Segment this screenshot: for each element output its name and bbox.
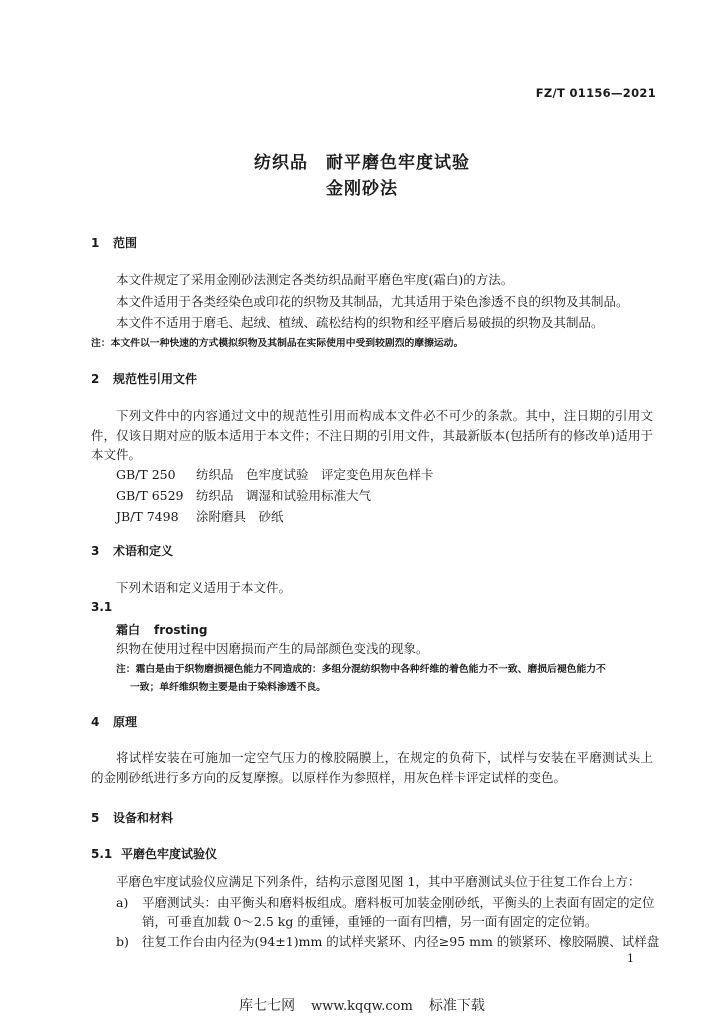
section-number: 2 [91, 372, 100, 386]
subsection-number: 5.1 [91, 847, 113, 861]
section-title: 规范性引用文件 [113, 372, 198, 386]
document-subtitle: 金刚砂法 [326, 179, 398, 199]
list-label: b) [116, 934, 129, 949]
paragraph: 将试样安装在可施加一定空气压力的橡胶隔膜上，在规定的负荷下，试样与安装在平磨测试头上的金刚砂纸进行多方向的反复摩擦。以原样作为参照样，用灰色样卡评定试样的变色。 [91, 750, 653, 785]
reference-code: GB/T 250 [116, 467, 176, 482]
list-text: 平磨测试头：由平衡头和磨料板组成。磨料板可加装金刚砂纸，平衡头的上表面有固定的定位 [142, 895, 655, 910]
note-continued: 一致；单纤维织物主要是由于染料渗透不良。 [130, 682, 326, 693]
reference-name: 纺织品 色牢度试验 评定变色用灰色样卡 [196, 467, 434, 482]
footer-url[interactable]: www.kqqw.com [311, 999, 413, 1014]
section-1-heading [91, 234, 137, 251]
paragraph: 本文件适用于各类经染色或印花的织物及其制品，尤其适用于染色渗透不良的织物及其制品。 [116, 294, 629, 309]
reference-name: 涂附磨具 砂纸 [196, 509, 284, 524]
section-title: 设备和材料 [113, 811, 174, 825]
section-2-heading [91, 370, 197, 387]
section-number: 5 [91, 811, 100, 825]
list-label: a) [116, 895, 129, 910]
subsection-number: 3.1 [91, 600, 113, 614]
document-title: 纺织品 耐平磨色牢度试验 [254, 153, 470, 173]
standard-code: FZ/T 01156—2021 [535, 86, 656, 100]
paragraph: 本文件规定了采用金刚砂法测定各类纺织品耐平磨色牢度(霜白)的方法。 [116, 272, 514, 287]
list-item [116, 932, 659, 952]
section-4-heading [91, 713, 137, 730]
section-number: 1 [91, 236, 100, 250]
term-heading [116, 621, 208, 638]
paragraph: 本文件不适用于磨毛、起绒、植绒、疏松结构的织物和经平磨后易破损的织物及其制品。 [116, 315, 604, 330]
paragraph: 下列术语和定义适用于本文件。 [116, 580, 292, 595]
reference-item [116, 465, 434, 484]
section-3-heading [91, 542, 173, 559]
section-number: 3 [91, 544, 100, 558]
section-title: 术语和定义 [113, 544, 174, 558]
section-number: 4 [91, 715, 100, 729]
subsection-title: 平磨色牢度试验仪 [121, 847, 218, 861]
reference-code: GB/T 6529 [116, 488, 184, 503]
reference-item [116, 486, 371, 505]
section-title: 原理 [113, 715, 138, 729]
section-5-heading [91, 809, 173, 826]
reference-code: JB/T 7498 [116, 509, 179, 524]
page-number: 1 [627, 952, 634, 965]
reference-name: 纺织品 调湿和试验用标准大气 [196, 488, 372, 503]
watermark-footer [0, 995, 724, 1015]
reference-item [116, 507, 284, 526]
note: 注：霜白是由于织物磨损褪色能力不同造成的：多组分混纺织物中各种纤维的着色能力不一致、磨损后褪色能力不 [116, 664, 606, 675]
paragraph: 平磨色牢度试验仪应满足下列条件，结构示意图见图 1，其中平磨测试头位于往复工作台上方： [116, 874, 641, 889]
paragraph: 下列文件中的内容通过文中的规范性引用而构成本文件必不可少的条款。其中，注日期的引用文件，仅该日期对应的版本适用于本文件；不注日期的引用文件，其最新版本(包括所有的修改单)适用于本文件。 [91, 408, 653, 462]
section-title: 范围 [113, 236, 138, 250]
list-item [116, 893, 655, 913]
note: 注：本文件以一种快速的方式模拟织物及其制品在实际使用中受到较剧烈的摩擦运动。 [91, 338, 464, 349]
list-item-continued: 销，可垂直加载 0～2.5 kg 的重锤，重锤的一面有凹槽，另一面有固定的定位销。 [142, 914, 598, 929]
subsection-5-1-heading [91, 845, 217, 862]
term-definition: 织物在使用过程中因磨损而产生的局部颜色变浅的现象。 [116, 641, 429, 656]
term-chinese: 霜白 [116, 623, 141, 637]
footer-tag: 标准下载 [428, 998, 485, 1014]
list-text: 往复工作台由内径为(94±1)mm 的试样夹紧环、内径≥95 mm 的锁紧环、橡胶隔膜、试样盘 [142, 934, 660, 949]
term-english: frosting [154, 623, 208, 637]
footer-site: 库七七网 [239, 998, 296, 1014]
